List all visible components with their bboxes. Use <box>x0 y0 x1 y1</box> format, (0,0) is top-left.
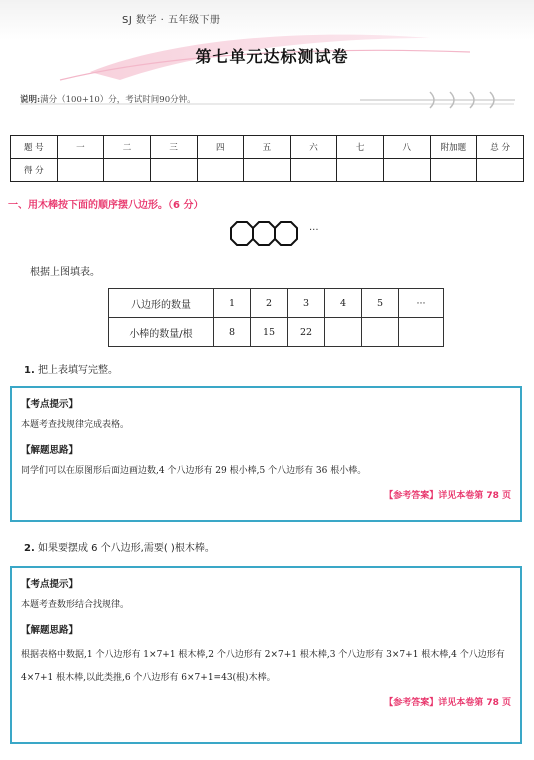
series-label: SJ 数学 · 五年级下册 <box>122 15 221 26</box>
score-cell: 六 <box>290 136 337 159</box>
hint-title: 【考点提示】 <box>21 579 79 590</box>
score-cell: 三 <box>150 136 197 159</box>
idea-text: 同学们可以在原图形后面边画边数,4 个八边形有 29 根小棒,5 个八边形有 36 根小棒。 <box>21 466 367 476</box>
score-input-cell[interactable] <box>150 159 197 182</box>
hint-text: 本题考查找规律完成表格。 <box>21 420 130 430</box>
octagon-fill-table <box>108 288 444 347</box>
header-band <box>0 0 534 108</box>
score-input-cell[interactable] <box>57 159 104 182</box>
score-input-cell[interactable] <box>430 159 477 182</box>
score-input-cell[interactable] <box>290 159 337 182</box>
score-cell: 八 <box>384 136 431 159</box>
fill-table-row-label: 八边形的数量 <box>109 289 214 318</box>
fill-table-row-label: 小棒的数量/根 <box>109 318 214 347</box>
fill-table-row <box>109 318 444 347</box>
page-title: 第七单元达标测试卷 <box>195 47 349 66</box>
fill-table-cell: 2 <box>251 289 288 318</box>
answer-reference: 【参考答案】详见本卷第 78 页 <box>384 491 511 501</box>
wave-decoration-icon <box>360 88 520 110</box>
fill-table-cell: ··· <box>399 289 444 318</box>
score-cell: 四 <box>197 136 244 159</box>
score-table-header-row <box>11 136 524 159</box>
answer-reference: 【参考答案】详见本卷第 78 页 <box>384 698 511 708</box>
fill-table-blank-cell[interactable] <box>362 318 399 347</box>
fill-table-cell: 8 <box>214 318 251 347</box>
octagon-chain-figure <box>229 220 309 248</box>
hint-title: 【考点提示】 <box>21 399 79 410</box>
question-2 <box>24 539 215 554</box>
idea-title: 【解题思路】 <box>21 445 79 456</box>
table-instruction: 根据上图填表。 <box>30 267 100 278</box>
question-1 <box>24 361 118 376</box>
score-cell: 七 <box>337 136 384 159</box>
fill-table-blank-cell[interactable] <box>399 318 444 347</box>
score-cell: 附加题 <box>430 136 477 159</box>
hint-box-q2 <box>10 566 522 744</box>
exam-note <box>20 93 196 105</box>
question-text: 如果要摆成 6 个八边形,需要( )根木棒。 <box>37 543 215 554</box>
score-input-cell[interactable] <box>477 159 524 182</box>
fill-table-cell: 5 <box>362 289 399 318</box>
exam-note-text: 满分（100+10）分，考试时间90分钟。 <box>40 95 196 105</box>
fill-table-blank-cell[interactable] <box>325 318 362 347</box>
figure-ellipsis: ··· <box>309 225 319 236</box>
fill-table-cell: 1 <box>214 289 251 318</box>
idea-text: 根据表格中数据,1 个八边形有 1×7+1 根木棒,2 个八边形有 2×7+1 根木棒,3 个八边形有 3×7+1 根木棒,4 个八边形有 4×7+1 根木棒,以此类推,6 个八边形有 6×7+1=43(根)木棒。 <box>21 650 505 683</box>
fill-table-cell: 15 <box>251 318 288 347</box>
hint-text: 本题考查数形结合找规律。 <box>21 600 130 610</box>
score-input-cell[interactable] <box>104 159 151 182</box>
score-input-cell[interactable] <box>197 159 244 182</box>
question-number: 1. <box>24 365 35 376</box>
fill-table-cell: 22 <box>288 318 325 347</box>
score-input-cell[interactable] <box>244 159 291 182</box>
fill-table-row <box>109 289 444 318</box>
question-number: 2. <box>24 543 35 554</box>
exam-note-label: 说明: <box>20 95 41 105</box>
fill-table-cell: 4 <box>325 289 362 318</box>
score-row-label: 得 分 <box>11 159 58 182</box>
fill-table-cell: 3 <box>288 289 325 318</box>
score-table-score-row <box>11 159 524 182</box>
score-cell: 二 <box>104 136 151 159</box>
score-cell: 题 号 <box>11 136 58 159</box>
score-input-cell[interactable] <box>337 159 384 182</box>
section-title: 一、用木棒按下面的顺序摆八边形。（6 分） <box>8 200 204 211</box>
idea-title: 【解题思路】 <box>21 625 79 636</box>
score-table <box>10 135 524 182</box>
hint-box-q1 <box>10 386 522 522</box>
question-text: 把上表填写完整。 <box>37 365 118 376</box>
score-cell: 五 <box>244 136 291 159</box>
score-cell: 总 分 <box>477 136 524 159</box>
score-cell: 一 <box>57 136 104 159</box>
score-input-cell[interactable] <box>384 159 431 182</box>
